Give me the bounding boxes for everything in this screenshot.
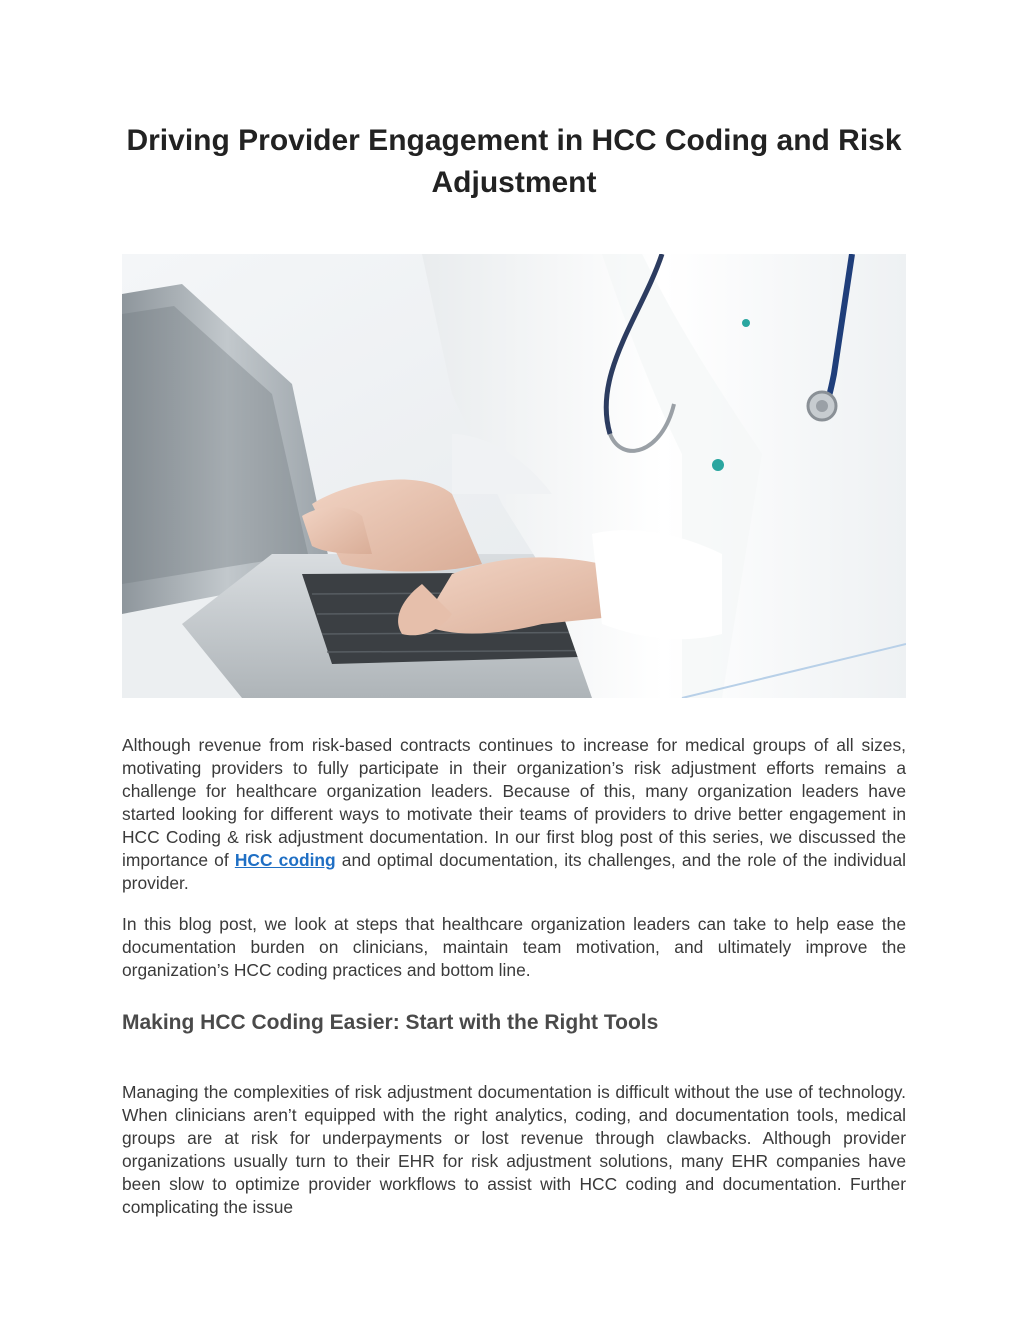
intro-text-after-link: and optimal documentation, its challenges, and the role of the individual provider.	[122, 850, 906, 893]
hcc-coding-link[interactable]: HCC coding	[234, 850, 336, 870]
doctor-laptop-image	[122, 254, 906, 698]
third-paragraph: Managing the complexities of risk adjustment documentation is difficult without the use of technology. When clinicians aren’t equipped with the right analytics, coding, and documentation tools, medical groups are at risk for underpayments or lost revenue through clawbacks. Although provider organizations usually turn to their EHR for risk adjustment solutions, many EHR companies have been slow to optimize provider workflows to assist with HCC coding and documentation. Further complicating the issue	[122, 1082, 906, 1217]
section-heading: Making HCC Coding Easier: Start with the Right Tools	[122, 1011, 659, 1034]
second-paragraph: In this blog post, we look at steps that healthcare organization leaders can take to help ease the documentation burden on clinicians, maintain team motivation, and ultimately improve the organization’s HCC coding practices and bottom line.	[122, 914, 906, 980]
document-title: Driving Provider Engagement in HCC Coding and Risk Adjustment	[126, 124, 902, 199]
doctor-typing-laptop-photo-icon	[122, 254, 906, 698]
intro-text-before-link: Although revenue from risk-based contracts continues to increase for medical groups of all sizes, motivating providers to fully participate in their organization’s risk adjustment efforts remains a challenge for healthcare organization leaders. Because of this, many organization leaders have started looking for different ways to motivate their teams of providers to drive better engagement in HCC Coding & risk adjustment documentation. In our first blog post of this series, we discussed the importance of	[122, 735, 906, 870]
intro-paragraph	[122, 734, 906, 895]
